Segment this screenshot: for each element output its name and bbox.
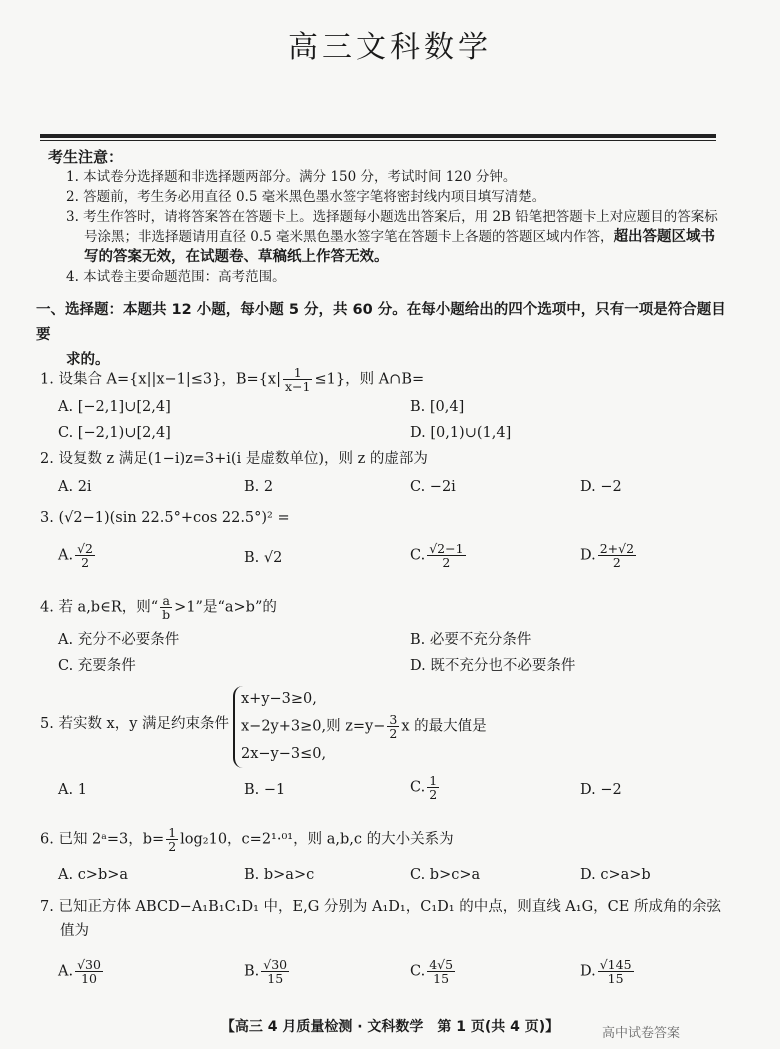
q7-option-b-label: B. bbox=[244, 963, 260, 980]
q6-frac-den: 2 bbox=[168, 839, 177, 854]
q4-option-a: A. 充分不必要条件 bbox=[58, 632, 180, 648]
q5-frac-num: 3 bbox=[389, 712, 398, 727]
q5-constraint-system bbox=[233, 686, 487, 768]
q5-constraint-2 bbox=[241, 713, 487, 741]
q4-option-b: B. 必要不充分条件 bbox=[410, 632, 532, 648]
q7-option-d-label: D. bbox=[580, 963, 596, 980]
q1-option-b: B. [0,4] bbox=[410, 399, 465, 415]
q3-option-d bbox=[580, 542, 638, 569]
q5-objective-post: x 的最大值是 bbox=[401, 718, 487, 735]
exam-notes bbox=[48, 147, 728, 287]
q5-objective-pre: 则 z=y− bbox=[326, 718, 386, 735]
q6-option-b: B. b>a>c bbox=[244, 867, 315, 883]
q5-fraction bbox=[387, 713, 399, 740]
q3-option-c-label: C. bbox=[410, 547, 426, 564]
q2-option-b: B. 2 bbox=[244, 479, 274, 495]
q1-set-left: {x| bbox=[258, 371, 281, 388]
notes-item-3 bbox=[48, 207, 728, 267]
q2-option-a: A. 2i bbox=[58, 479, 92, 495]
q7-option-c-label: C. bbox=[410, 963, 426, 980]
q3-option-c-num: √2−1 bbox=[429, 541, 464, 556]
q1-frac-den: x−1 bbox=[285, 379, 311, 394]
question-7 bbox=[40, 897, 740, 941]
q4-stem-pre: 4. 若 a,b∈R，则“ bbox=[40, 599, 159, 616]
q5-option-c-fraction bbox=[427, 774, 439, 801]
q5-constraint-1: x+y−3≥0, bbox=[241, 691, 317, 707]
q1-option-a: A. [−2,1]∪[2,4] bbox=[58, 399, 171, 415]
q5-option-c bbox=[410, 774, 441, 801]
q7-option-c-fraction bbox=[427, 958, 455, 985]
q7-option-c-num: 4√5 bbox=[429, 957, 454, 972]
q5-option-a: A. 1 bbox=[58, 782, 87, 798]
q6-option-d: D. c>a>b bbox=[580, 867, 651, 883]
q2-option-c: C. −2i bbox=[410, 479, 456, 495]
q3-option-d-label: D. bbox=[580, 547, 596, 564]
q5-constraint-3: 2x−y−3≤0, bbox=[241, 745, 327, 762]
q5-constraint-2-text: x−2y+3≥0, bbox=[241, 718, 327, 735]
q4-fraction bbox=[160, 594, 172, 621]
section-heading bbox=[36, 298, 736, 373]
q5-frac-den: 2 bbox=[389, 726, 398, 741]
q7-option-b-fraction bbox=[261, 958, 289, 985]
q6-fraction bbox=[166, 826, 178, 853]
q7-option-c-den: 15 bbox=[433, 971, 450, 986]
q6-option-c: C. b>c>a bbox=[410, 867, 481, 883]
section-heading-line2: 求的。 bbox=[66, 352, 110, 368]
q7-option-d-den: 15 bbox=[607, 971, 624, 986]
q7-option-d-fraction bbox=[598, 958, 634, 985]
page-title: 高三文科数学 bbox=[288, 30, 492, 65]
q4-option-c: C. 充要条件 bbox=[58, 658, 136, 674]
q5-option-c-num: 1 bbox=[429, 773, 438, 788]
q5-option-d: D. −2 bbox=[580, 782, 622, 798]
question-4 bbox=[40, 594, 740, 621]
q3-option-d-den: 2 bbox=[612, 555, 621, 570]
q7-option-a-den: 10 bbox=[81, 971, 97, 986]
q5-option-c-label: C. bbox=[410, 779, 426, 796]
q3-option-c bbox=[410, 542, 468, 569]
q1-fraction bbox=[283, 366, 312, 393]
q7-option-b-num: √30 bbox=[263, 957, 288, 972]
q3-option-a bbox=[58, 542, 97, 569]
q4-frac-den: b bbox=[162, 607, 171, 622]
q3-option-a-label: A. bbox=[58, 547, 74, 564]
q2-option-d: D. −2 bbox=[580, 479, 622, 495]
q4-frac-num: a bbox=[160, 594, 172, 608]
notes-heading: 考生注意： bbox=[48, 148, 124, 166]
notes-item-3-text: 3. 考生作答时，请将答案答在答题卡上。选择题每小题选出答案后，用 2B 铅笔把答题卡上对应题目的答案标号涂黑；非选择题请用直径 0.5 毫米黑色墨水签字笔在答题卡上各题的答题区域内作答， bbox=[66, 209, 718, 245]
question-1 bbox=[40, 366, 740, 393]
question-5-label: 5. 若实数 x，y 满足约束条件 bbox=[40, 716, 230, 732]
q7-option-d bbox=[580, 958, 636, 985]
notes-item-1: 1. 本试卷分选择题和非选择题两部分。满分 150 分，考试时间 120 分钟。 bbox=[66, 169, 517, 185]
q7-option-a bbox=[58, 958, 105, 985]
q7-option-a-fraction bbox=[75, 958, 103, 985]
q6-stem-post: log₂10，c=2¹·⁰¹，则 a,b,c 的大小关系为 bbox=[180, 831, 454, 848]
q7-stem-line2: 值为 bbox=[60, 923, 89, 939]
q5-option-c-den: 2 bbox=[429, 787, 438, 802]
q3-option-b: B. √2 bbox=[244, 550, 283, 566]
q6-option-a: A. c>b>a bbox=[58, 867, 129, 883]
section-heading-line1: 一、选择题：本题共 12 小题，每小题 5 分，共 60 分。在每小题给出的四个选项中，只有一项是符合题目要 bbox=[36, 302, 726, 343]
q1-stem: 1. 设集合 A={x||x−1|≤3}，B= bbox=[40, 371, 259, 388]
notes-item-2: 2. 答题前，考生务必用直径 0.5 毫米黑色墨水签字笔将密封线内项目填写清楚。 bbox=[66, 189, 546, 205]
q7-option-c bbox=[410, 958, 457, 985]
question-3: 3. (√2−1)(sin 22.5°+cos 22.5°)² = bbox=[40, 510, 290, 526]
q3-option-c-fraction bbox=[427, 542, 465, 569]
q7-option-d-num: √145 bbox=[599, 957, 632, 972]
q5-option-b: B. −1 bbox=[244, 782, 286, 798]
q3-option-d-num: 2+√2 bbox=[599, 541, 635, 556]
q4-option-d: D. 既不充分也不必要条件 bbox=[410, 658, 576, 674]
corner-watermark: 高中试卷答案 bbox=[602, 1026, 681, 1041]
q3-option-a-num: √2 bbox=[77, 541, 94, 556]
header-rule bbox=[40, 134, 716, 141]
q7-option-b-den: 15 bbox=[267, 971, 284, 986]
q7-option-a-num: √30 bbox=[77, 957, 101, 972]
q6-frac-num: 1 bbox=[168, 825, 177, 840]
q7-option-a-label: A. bbox=[58, 963, 74, 980]
page-footer: 【高三 4 月质量检测 · 文科数学 第 1 页(共 4 页)】 bbox=[220, 1019, 560, 1035]
notes-item-3-emphasis: 超出答题区域书写的答案无效，在试题卷、草稿纸上作答无效。 bbox=[84, 229, 716, 265]
q4-stem-post: >1”是“a>b”的 bbox=[174, 599, 277, 616]
q3-option-d-fraction bbox=[598, 542, 636, 569]
q7-option-b bbox=[244, 958, 291, 985]
q7-stem-line1: 7. 已知正方体 ABCD−A₁B₁C₁D₁ 中，E,G 分别为 A₁D₁，C₁D₁ 的中点，则直线 A₁G，CE 所成角的余弦 bbox=[40, 899, 721, 915]
q6-stem-pre: 6. 已知 2ᵃ=3，b= bbox=[40, 831, 165, 848]
q3-option-a-den: 2 bbox=[81, 555, 90, 570]
question-2: 2. 设复数 z 满足(1−i)z=3+i(i 是虚数单位)，则 z 的虚部为 bbox=[40, 451, 428, 467]
question-6 bbox=[40, 826, 740, 853]
q1-option-d: D. [0,1)∪(1,4] bbox=[410, 425, 512, 441]
q1-set-right: ≤1}，则 A∩B= bbox=[314, 371, 425, 388]
q1-frac-num: 1 bbox=[283, 366, 312, 380]
q3-option-a-fraction bbox=[75, 542, 95, 569]
q1-option-c: C. [−2,1)∪[2,4] bbox=[58, 425, 171, 441]
q3-option-c-den: 2 bbox=[442, 555, 451, 570]
notes-item-4: 4. 本试卷主要命题范围：高考范围。 bbox=[66, 269, 286, 285]
